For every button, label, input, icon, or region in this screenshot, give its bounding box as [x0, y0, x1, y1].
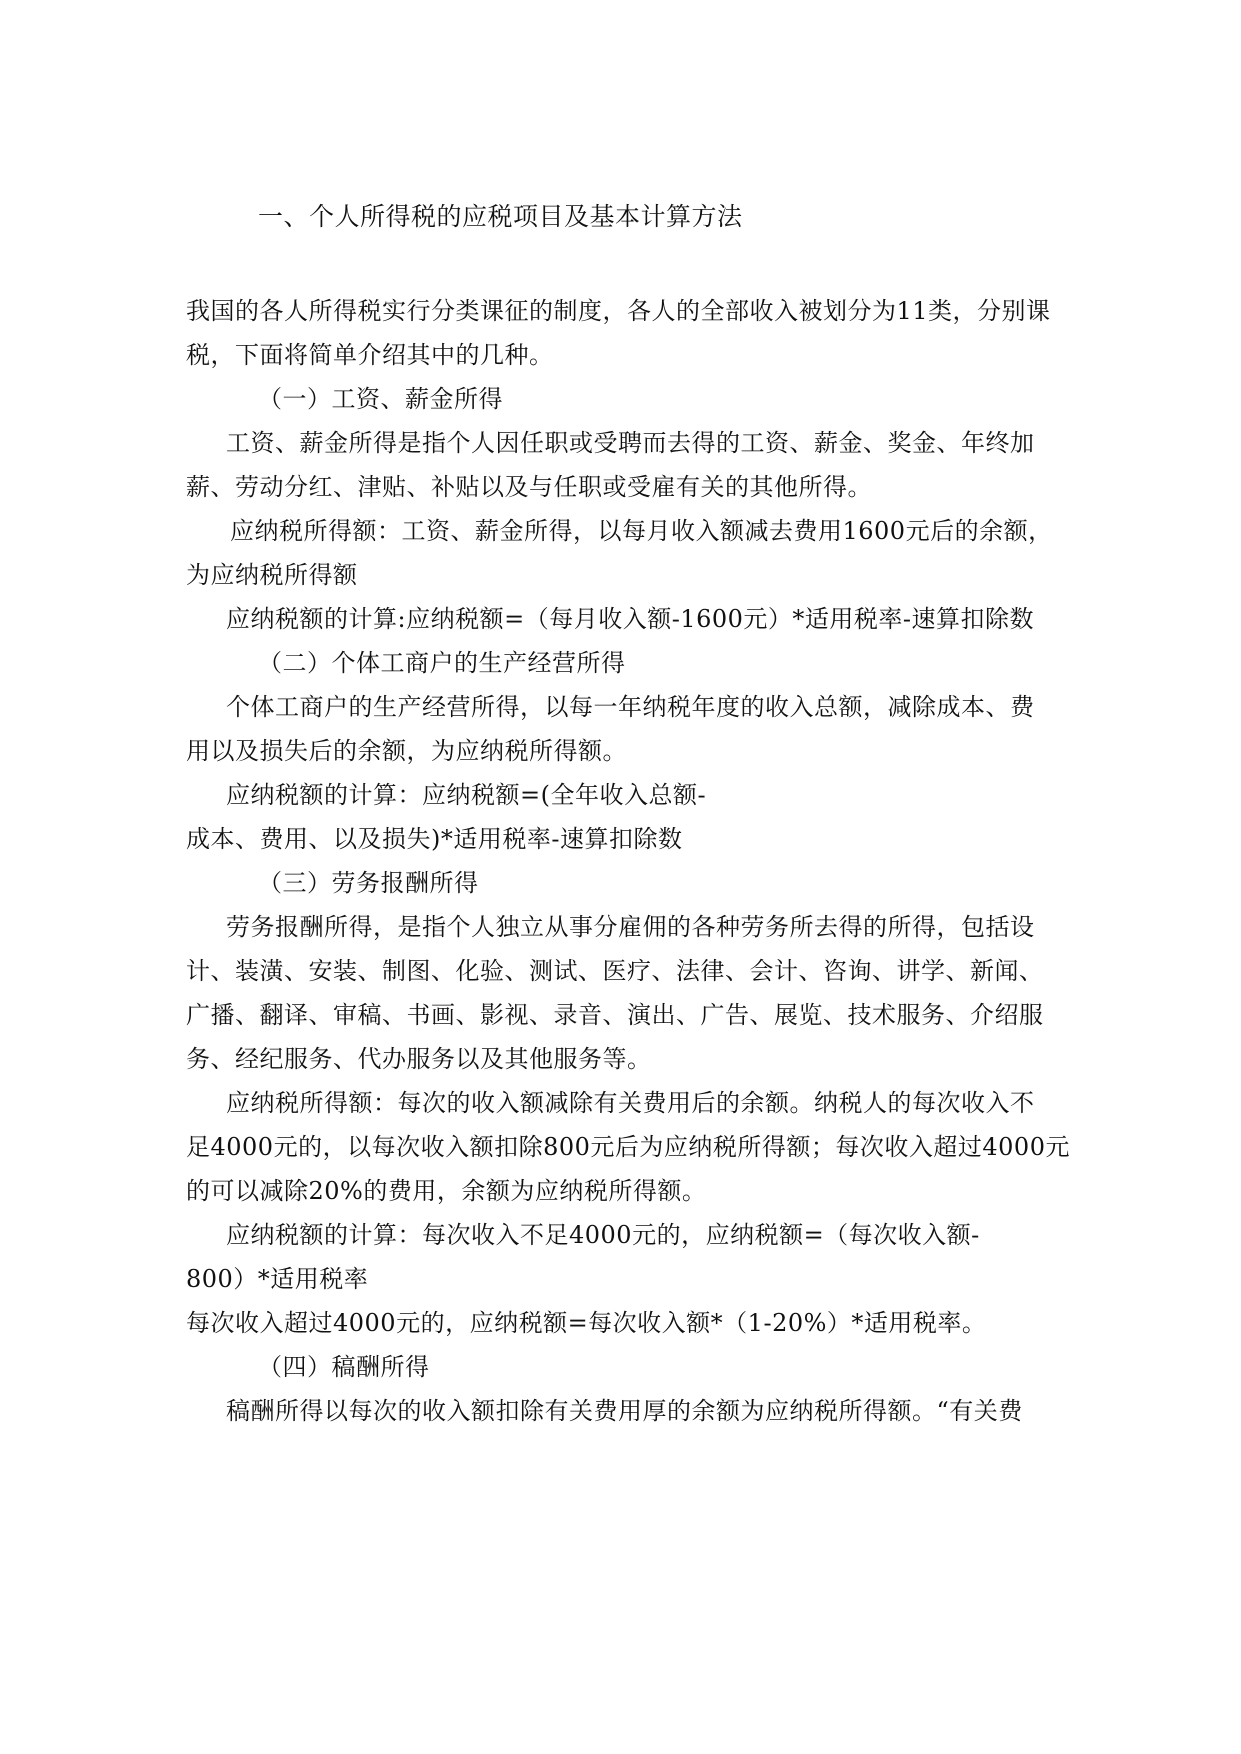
subheading: （三）劳务报酬所得	[258, 869, 479, 897]
text-line: 劳务报酬所得，是指个人独立从事分雇佣的各种劳务所去得的所得，包括设	[226, 913, 1035, 941]
text-line: 用以及损失后的余额，为应纳税所得额。	[186, 737, 627, 765]
text-line: 计、装潢、安装、制图、化验、测试、医疗、法律、会计、咨询、讲学、新闻、	[186, 957, 1044, 985]
text-line: 应纳税所得额：工资、薪金所得，以每月收入额减去费用1600元后的余额，	[230, 517, 1053, 545]
text-line: 工资、薪金所得是指个人因任职或受聘而去得的工资、薪金、奖金、年终加	[226, 429, 1035, 457]
text-line: 为应纳税所得额	[186, 561, 358, 589]
text-line: 稿酬所得以每次的收入额扣除有关费用厚的余额为应纳税所得额。“有关费	[226, 1397, 1023, 1425]
text-line: 我国的各人所得税实行分类课征的制度，各人的全部收入被划分为11类，分别课	[186, 297, 1051, 325]
text-line: 足4000元的，以每次收入额扣除800元后为应纳税所得额；每次收入超过4000元	[186, 1133, 1070, 1161]
section-heading: 一、个人所得税的应税项目及基本计算方法	[258, 202, 743, 231]
text-line: 务、经纪服务、代办服务以及其他服务等。	[186, 1045, 652, 1073]
subheading: （四）稿酬所得	[258, 1353, 430, 1381]
text-line: 税，下面将简单介绍其中的几种。	[186, 341, 554, 369]
formula-line: 800）*适用税率	[186, 1265, 369, 1293]
text-line: 的可以减除20%的费用，余额为应纳税所得额。	[186, 1177, 707, 1205]
formula-line: 应纳税额的计算：应纳税额=(全年收入总额-	[226, 781, 707, 809]
text-line: 广播、翻译、审稿、书画、影视、录音、演出、广告、展览、技术服务、介绍服	[186, 1001, 1044, 1029]
formula-line: 应纳税额的计算:应纳税额=（每月收入额-1600元）*适用税率-速算扣除数	[226, 605, 1034, 633]
formula-line: 成本、费用、以及损失)*适用税率-速算扣除数	[186, 825, 683, 853]
formula-line: 每次收入超过4000元的，应纳税额=每次收入额*（1-20%）*适用税率。	[186, 1309, 987, 1337]
text-line: 应纳税所得额：每次的收入额减除有关费用后的余额。纳税人的每次收入不	[226, 1089, 1035, 1117]
formula-line: 应纳税额的计算：每次收入不足4000元的，应纳税额=（每次收入额-	[226, 1221, 980, 1249]
subheading: （一）工资、薪金所得	[258, 385, 503, 413]
text-line: 个体工商户的生产经营所得，以每一年纳税年度的收入总额，减除成本、费	[226, 693, 1035, 721]
subheading: （二）个体工商户的生产经营所得	[258, 649, 626, 677]
text-line: 薪、劳动分红、津贴、补贴以及与任职或受雇有关的其他所得。	[186, 473, 872, 501]
